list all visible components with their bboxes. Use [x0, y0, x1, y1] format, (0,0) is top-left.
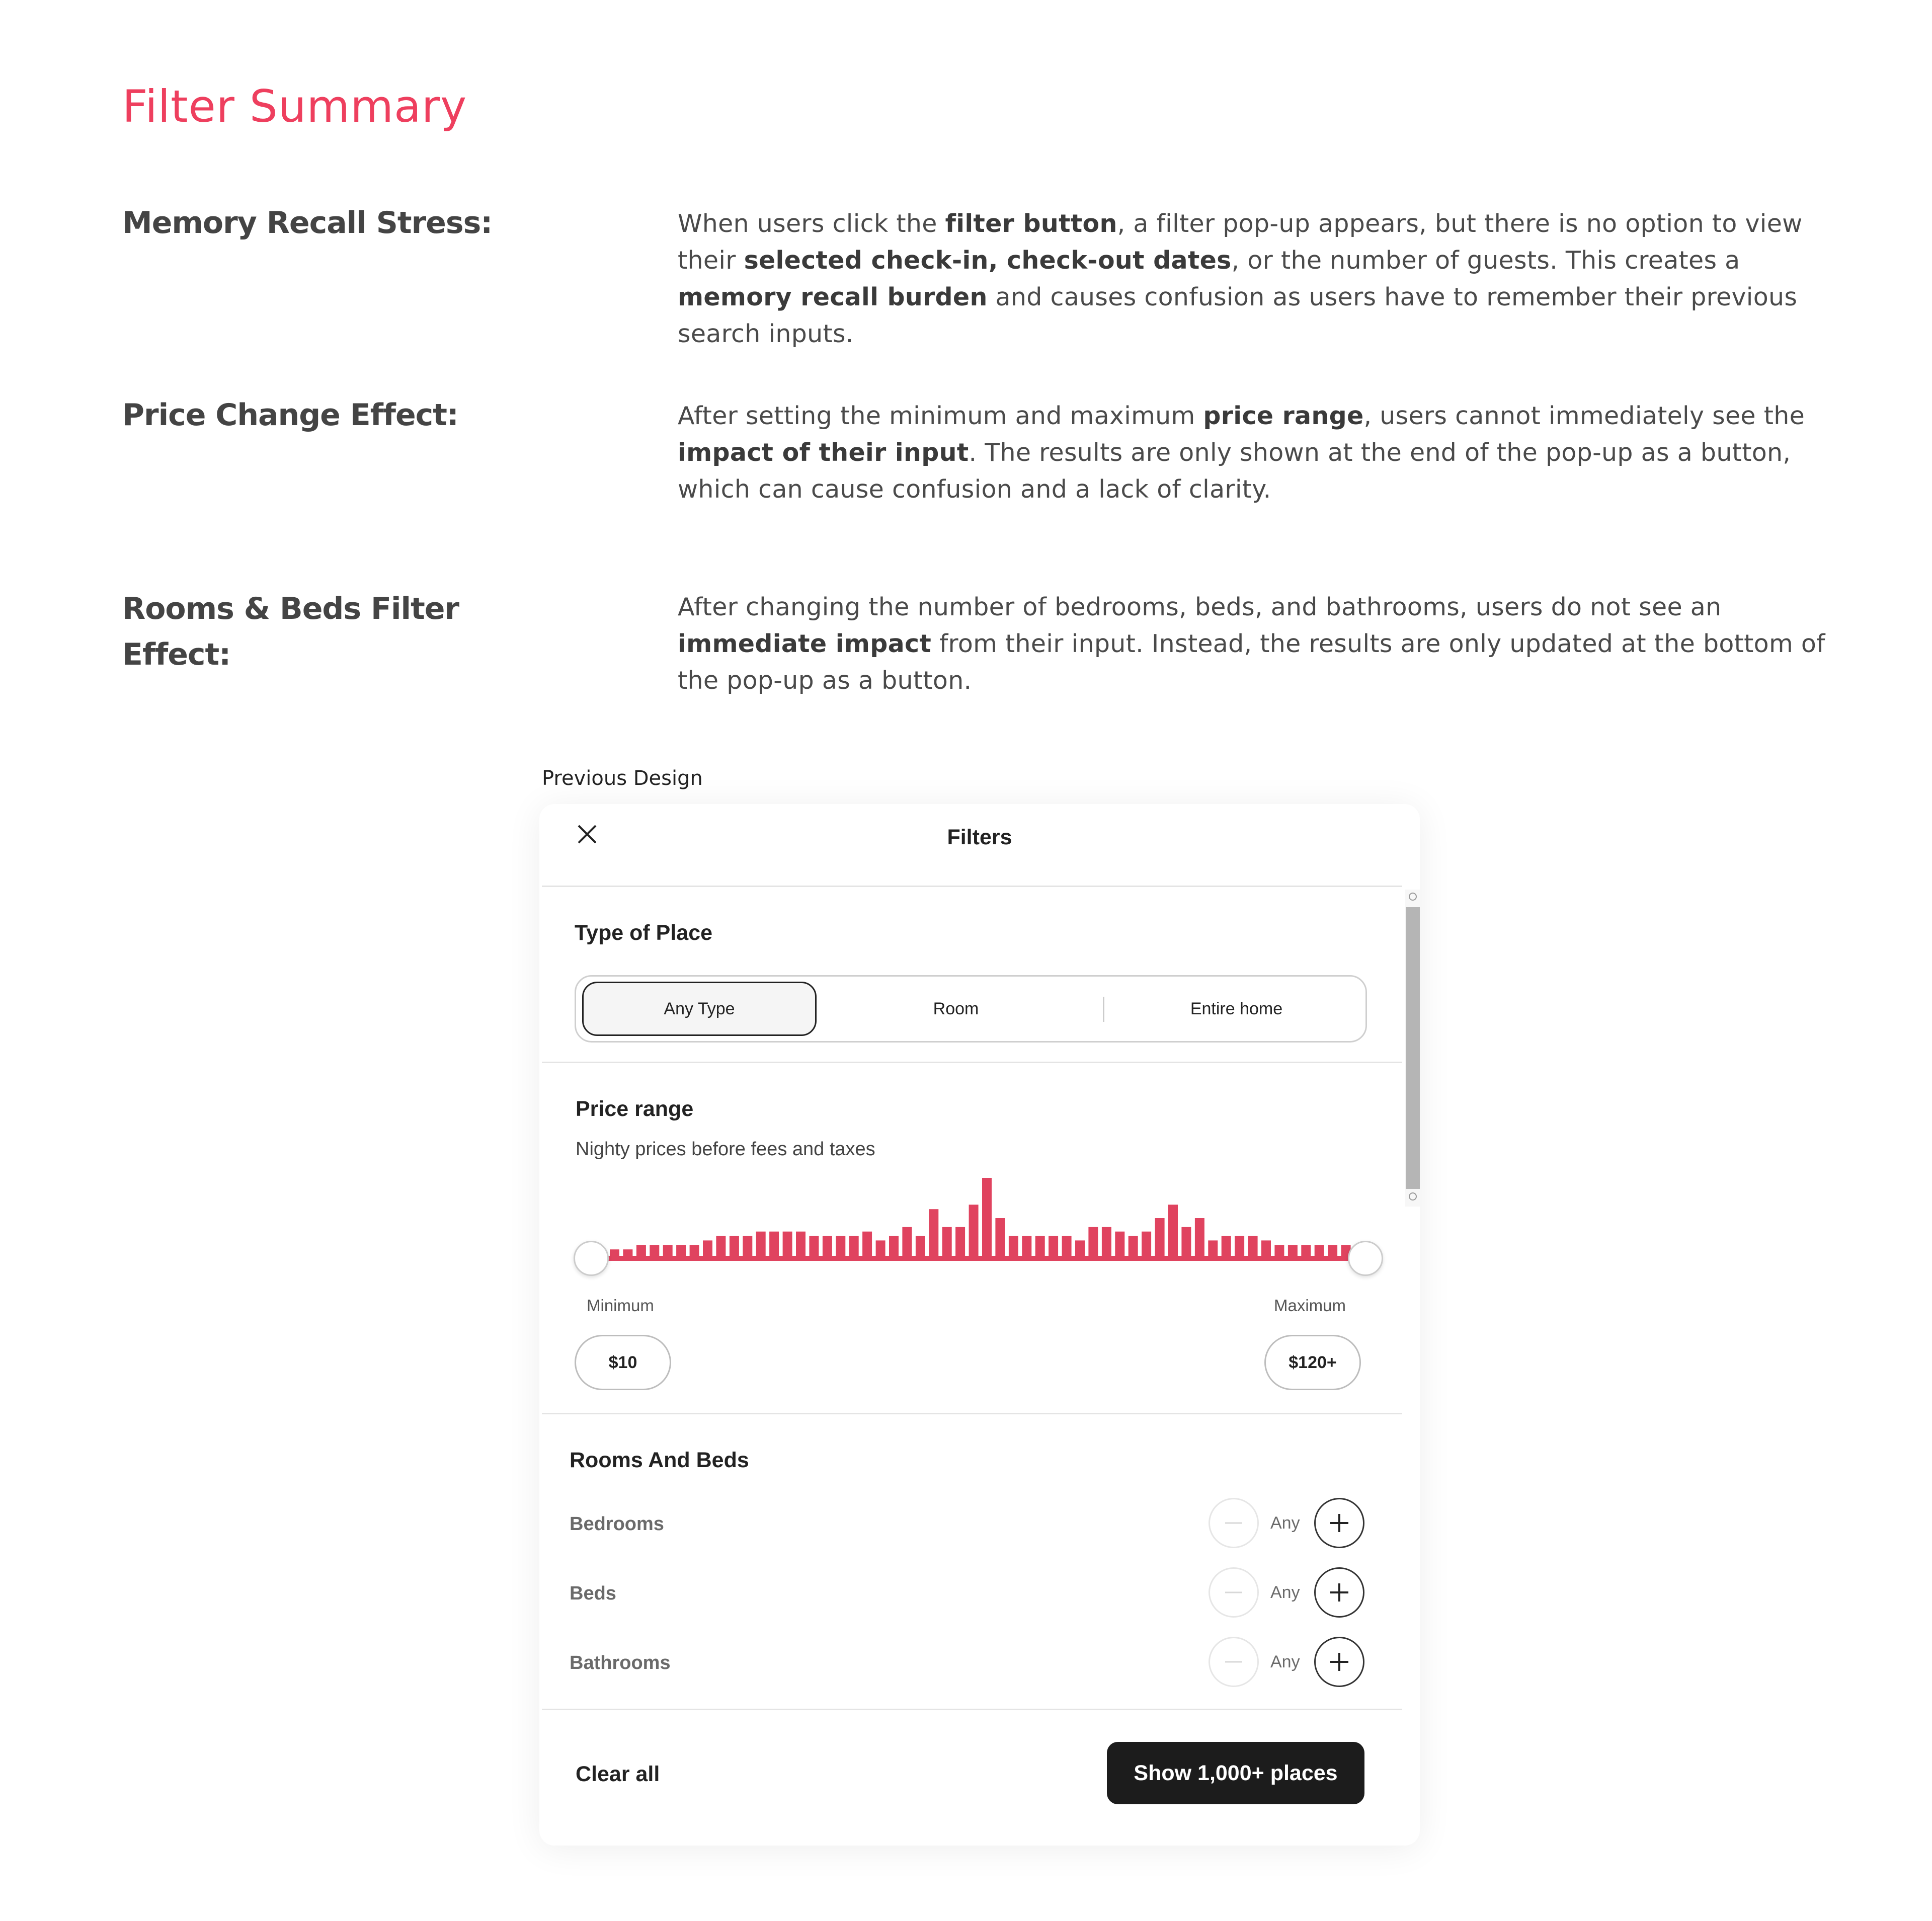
histogram-bar	[1168, 1205, 1178, 1258]
histogram-bar	[809, 1236, 819, 1258]
histogram-bar	[1049, 1236, 1058, 1258]
plus-icon	[1316, 1569, 1363, 1616]
beds-value: Any	[1270, 1583, 1300, 1602]
histogram-bar	[1142, 1232, 1151, 1258]
histogram-bar	[1155, 1218, 1165, 1258]
histogram-bar	[902, 1227, 912, 1258]
histogram-bar	[1035, 1236, 1045, 1258]
price-max-handle[interactable]	[1348, 1241, 1383, 1276]
scroll-down-icon[interactable]	[1409, 1192, 1417, 1200]
histogram-bar	[1062, 1236, 1072, 1258]
histogram-bar	[995, 1218, 1005, 1258]
scroll-up-icon[interactable]	[1409, 893, 1417, 901]
divider	[542, 1709, 1402, 1710]
beds-increment-button[interactable]	[1314, 1567, 1364, 1618]
histogram-bar	[796, 1232, 806, 1258]
histogram-bar	[1102, 1227, 1111, 1258]
issue-label-price: Price Change Effect:	[122, 397, 458, 433]
histogram-bar	[1248, 1236, 1258, 1258]
price-histogram	[610, 1175, 1354, 1258]
histogram-bar	[916, 1236, 925, 1258]
histogram-bar	[1235, 1236, 1244, 1258]
plus-icon	[1316, 1638, 1363, 1686]
histogram-bar	[1022, 1236, 1031, 1258]
show-places-button[interactable]: Show 1,000+ places	[1107, 1742, 1364, 1804]
histogram-bar	[1129, 1236, 1138, 1258]
beds-label: Beds	[570, 1583, 616, 1604]
clear-all-button[interactable]: Clear all	[576, 1762, 660, 1786]
issue-desc-memory: When users click the filter button, a filter pop-up appears, but there is no option to view their selected check-in, check-out dates, or the number of guests. This creates a memory recall burden and causes confusion as users have to remember their previous search inputs.	[678, 209, 1803, 348]
issue-desc-price: After setting the minimum and maximum price range, users cannot immediately see the impact of their input. The results are only shown at the end of the pop-up as a button, which can cause confusion and a lack of clarity.	[678, 402, 1805, 504]
option-entire-home[interactable]: Entire home	[1190, 999, 1283, 1018]
histogram-bar	[1195, 1218, 1204, 1258]
bathrooms-value: Any	[1270, 1652, 1300, 1671]
maximum-price-input[interactable]: $120+	[1264, 1335, 1361, 1390]
option-room[interactable]: Room	[933, 999, 979, 1018]
type-of-place-segmented-control	[575, 975, 1367, 1043]
histogram-bar	[969, 1205, 979, 1258]
histogram-bar	[1115, 1232, 1124, 1258]
bathrooms-increment-button[interactable]	[1314, 1637, 1364, 1687]
histogram-bar	[836, 1236, 845, 1258]
filters-modal	[539, 804, 1420, 1846]
histogram-bar	[756, 1232, 766, 1258]
maximum-label: Maximum	[1274, 1296, 1346, 1315]
bedrooms-decrement-button[interactable]	[1209, 1498, 1259, 1548]
divider	[542, 1062, 1402, 1063]
price-range-title: Price range	[576, 1097, 694, 1121]
histogram-bar	[783, 1232, 792, 1258]
modal-title: Filters	[947, 825, 1012, 849]
histogram-bar	[1009, 1236, 1018, 1258]
histogram-bar	[1181, 1227, 1191, 1258]
bathrooms-label: Bathrooms	[570, 1652, 671, 1673]
type-of-place-title: Type of Place	[575, 921, 713, 945]
divider	[542, 1413, 1402, 1414]
histogram-bar	[849, 1236, 859, 1258]
minus-icon	[1210, 1499, 1257, 1547]
beds-decrement-button[interactable]	[1209, 1567, 1259, 1618]
price-range-track	[595, 1256, 1367, 1261]
divider	[542, 886, 1402, 887]
issue-label-rooms: Rooms & Beds Filter Effect:	[122, 591, 459, 672]
histogram-bar	[942, 1227, 952, 1258]
design-label: Previous Design	[542, 767, 703, 790]
bathrooms-decrement-button[interactable]	[1209, 1637, 1259, 1687]
bedrooms-increment-button[interactable]	[1314, 1498, 1364, 1548]
bedrooms-label: Bedrooms	[570, 1513, 664, 1535]
histogram-bar	[716, 1236, 726, 1258]
histogram-bar	[743, 1236, 752, 1258]
minimum-price-input[interactable]: $10	[575, 1335, 671, 1390]
rooms-and-beds-title: Rooms And Beds	[570, 1448, 749, 1472]
histogram-bar	[769, 1232, 779, 1258]
histogram-bar	[955, 1227, 965, 1258]
price-min-handle[interactable]	[574, 1241, 609, 1276]
minimum-label: Minimum	[587, 1296, 654, 1315]
price-range-subtitle: Nighty prices before fees and taxes	[576, 1139, 875, 1160]
minus-icon	[1210, 1569, 1257, 1616]
histogram-bar	[823, 1236, 832, 1258]
bedrooms-value: Any	[1270, 1513, 1300, 1533]
page-title: Filter Summary	[122, 81, 467, 132]
histogram-bar	[1222, 1236, 1231, 1258]
issue-desc-rooms: After changing the number of bedrooms, beds, and bathrooms, users do not see an immediate impact from their input. Instead, the results are only updated at the bottom of the pop-up as a button.	[678, 593, 1825, 695]
minus-icon	[1210, 1638, 1257, 1686]
histogram-bar	[730, 1236, 739, 1258]
segment-separator	[1103, 997, 1104, 1022]
plus-icon	[1316, 1499, 1363, 1547]
histogram-bar	[982, 1178, 992, 1258]
issue-label-memory: Memory Recall Stress:	[122, 205, 493, 241]
histogram-bar	[929, 1209, 938, 1258]
histogram-bar	[862, 1232, 872, 1258]
histogram-bar	[889, 1236, 899, 1258]
scrollbar-thumb[interactable]	[1406, 907, 1420, 1189]
option-any-type[interactable]: Any Type	[582, 982, 817, 1036]
histogram-bar	[1088, 1227, 1098, 1258]
